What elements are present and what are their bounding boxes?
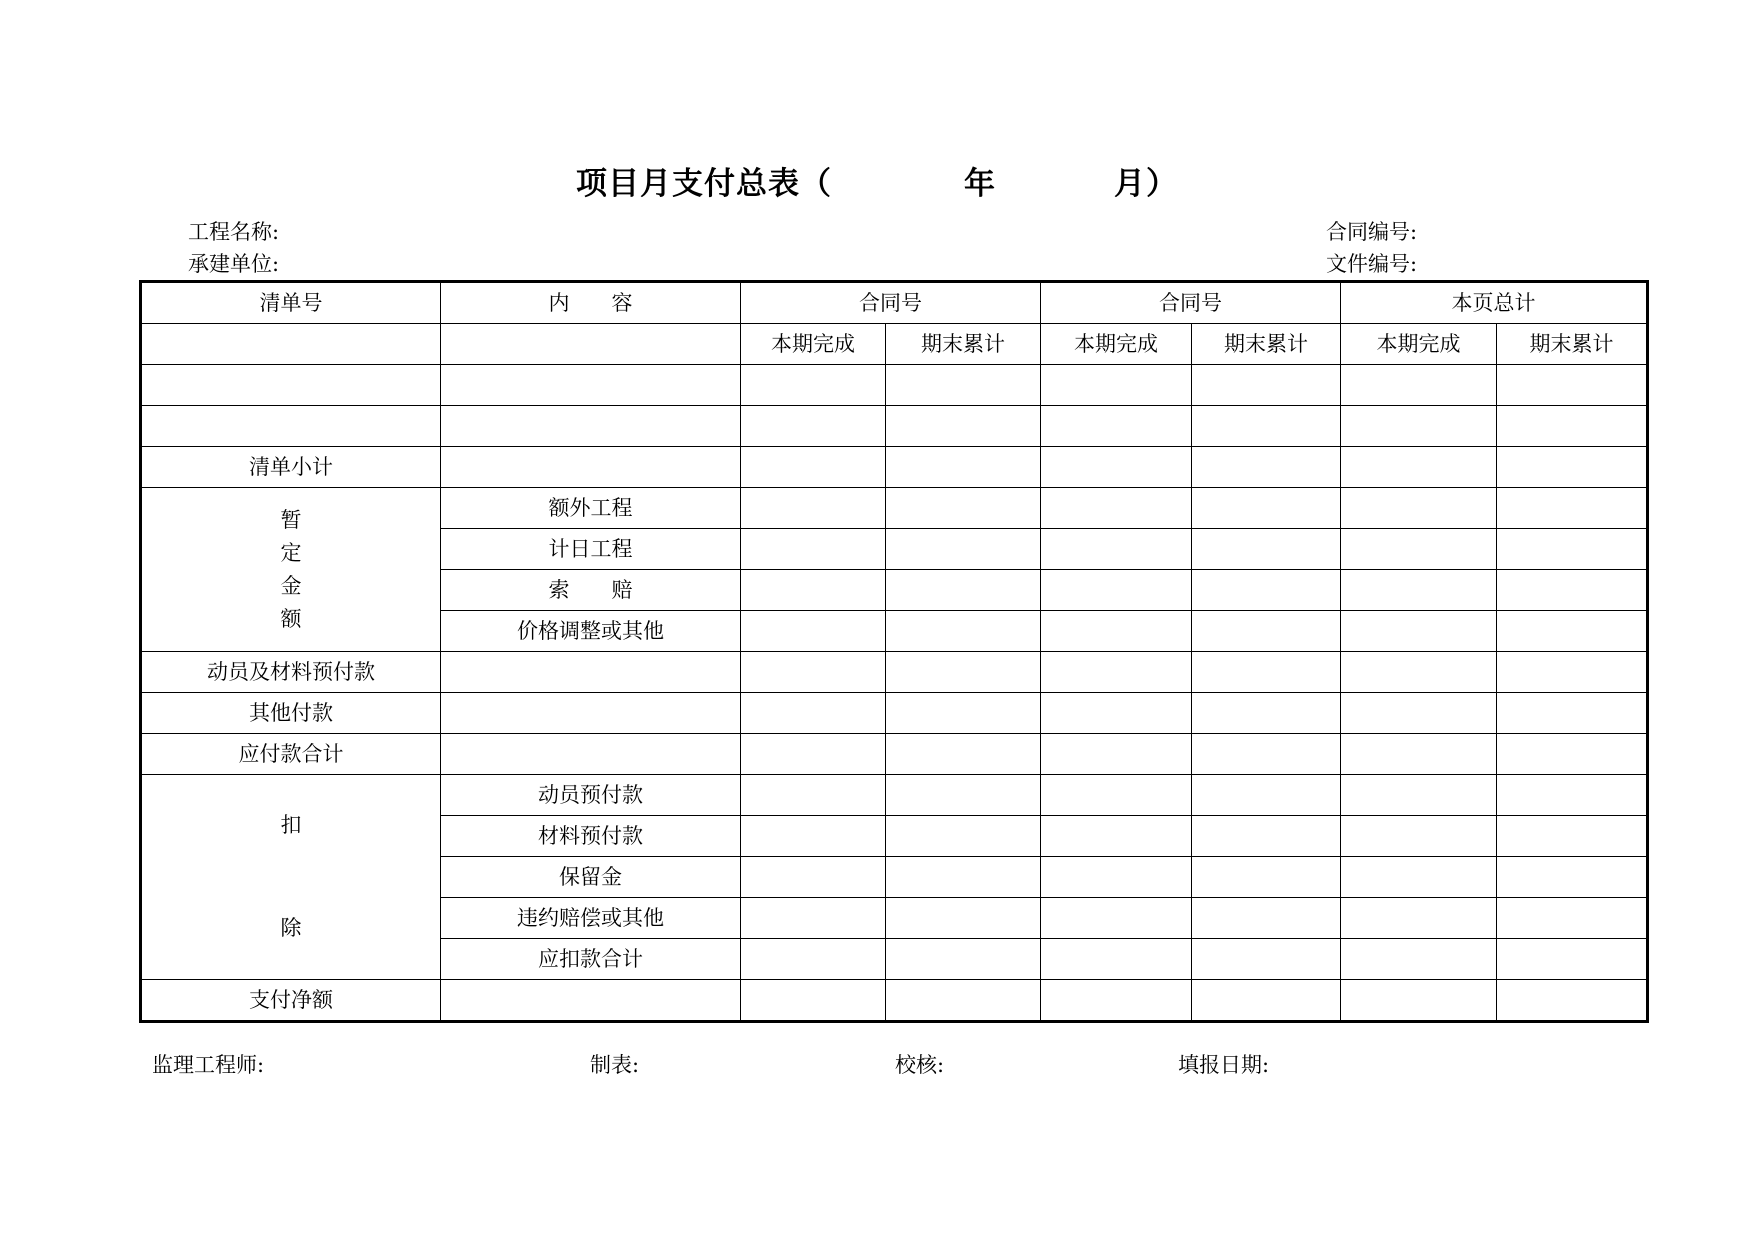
table-row: [141, 488, 1648, 529]
header-item-no: 清单号: [141, 282, 441, 324]
table-row: [141, 980, 1648, 1022]
supervisor-label: 监理工程师:: [152, 1053, 265, 1077]
page-title: [0, 158, 1754, 203]
file-no-label: 文件编号:: [1326, 252, 1418, 276]
content-mobilization-advance: 动员预付款: [441, 775, 741, 816]
sub-cumulative: 期末累计: [886, 324, 1041, 365]
sub-cumulative: 期末累计: [1192, 324, 1341, 365]
table-row: [141, 693, 1648, 734]
header-content: 内 容: [441, 282, 741, 324]
table-row: [141, 652, 1648, 693]
content-deduction-total: 应扣款合计: [441, 939, 741, 980]
table-row: [141, 447, 1648, 488]
title-year: 年: [964, 166, 996, 202]
content-extra-work: 额外工程: [441, 488, 741, 529]
table-row: [141, 365, 1648, 406]
table-subheader-row: [141, 324, 1648, 365]
content-retention: 保留金: [441, 857, 741, 898]
prepared-by-label: 制表:: [590, 1053, 640, 1077]
row-label-deductions: 扣 除: [141, 775, 441, 980]
sub-current: 本期完成: [1341, 324, 1497, 365]
row-label-payable-total: 应付款合计: [141, 734, 441, 775]
title-month: 月）: [1114, 166, 1178, 202]
project-name-label: 工程名称:: [188, 220, 280, 244]
table-header-row: [141, 282, 1648, 324]
content-price-adjust: 价格调整或其他: [441, 611, 741, 652]
fill-date-label: 填报日期:: [1178, 1053, 1270, 1077]
row-label-net-payment: 支付净额: [141, 980, 441, 1022]
row-label-advance: 动员及材料预付款: [141, 652, 441, 693]
title-main: 项目月支付总表（: [576, 166, 832, 202]
contractor-label: 承建单位:: [188, 252, 280, 276]
row-label-subtotal: 清单小计: [141, 447, 441, 488]
content-material-advance: 材料预付款: [441, 816, 741, 857]
row-label-provisional: 暂 定 金 额: [141, 488, 441, 652]
content-claims: 索 赔: [441, 570, 741, 611]
header-page-total: 本页总计: [1341, 282, 1648, 324]
table-row: [141, 406, 1648, 447]
payment-summary-table: [139, 280, 1649, 1023]
row-label-other-payment: 其他付款: [141, 693, 441, 734]
content-daywork: 计日工程: [441, 529, 741, 570]
checked-by-label: 校核:: [895, 1053, 945, 1077]
table-row: [141, 775, 1648, 816]
sub-current: 本期完成: [741, 324, 886, 365]
content-penalty: 违约赔偿或其他: [441, 898, 741, 939]
table-row: [141, 734, 1648, 775]
header-contract-1: 合同号: [741, 282, 1041, 324]
header-contract-2: 合同号: [1041, 282, 1341, 324]
sub-cumulative: 期末累计: [1497, 324, 1648, 365]
sub-current: 本期完成: [1041, 324, 1192, 365]
contract-no-label: 合同编号:: [1326, 220, 1418, 244]
